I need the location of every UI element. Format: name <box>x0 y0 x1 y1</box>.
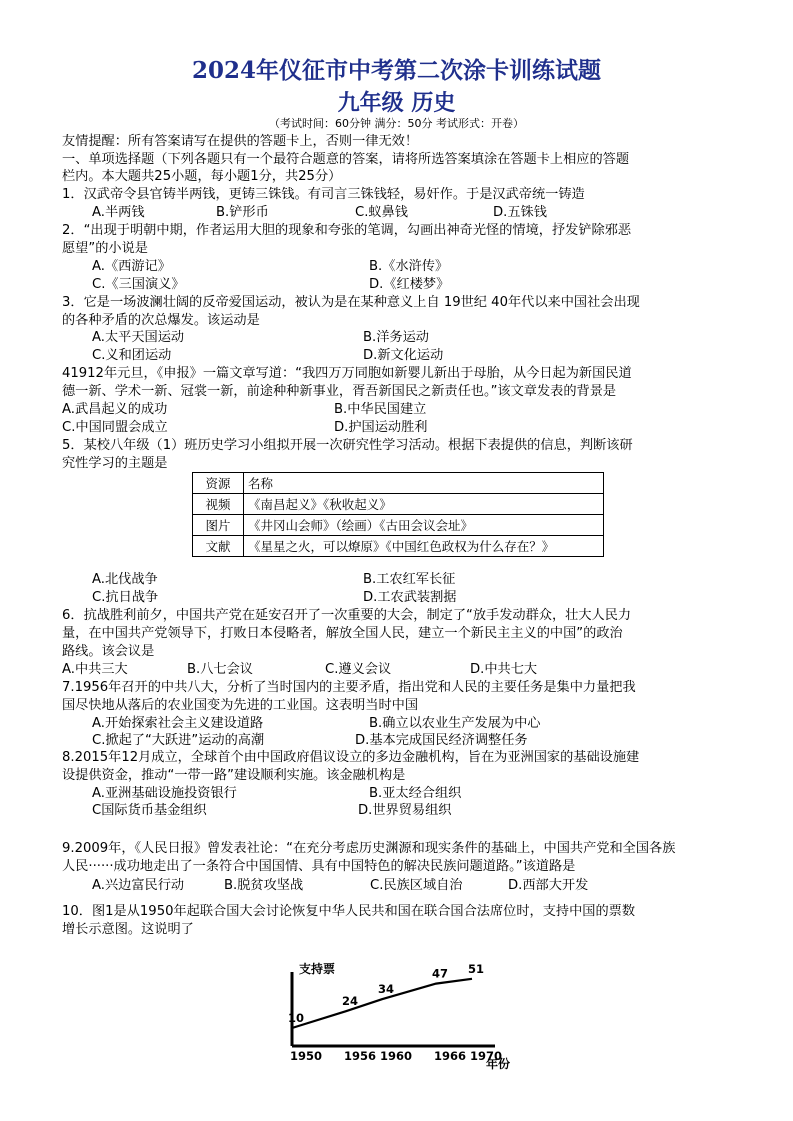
q2-option-a: A.《西游记》 <box>92 259 171 274</box>
q6-stem-line3: 路线。该会议是 <box>62 644 155 659</box>
section-heading-line2: 栏内。本大题共25小题，每小题1分，共25分） <box>62 169 342 184</box>
table-cell: 图片 <box>193 515 244 536</box>
y-axis-label: 支持票 <box>299 962 336 976</box>
resource-table <box>192 472 604 557</box>
q6-option-a: A.中共三大 <box>62 662 128 677</box>
data-label: 34 <box>378 982 395 997</box>
x-tick-label: 1950 <box>290 1049 323 1063</box>
q3-option-d: D.新文化运动 <box>363 348 444 363</box>
q4-stem-line2: 德一新、学术一新、冠裳一新，前途种种新事业，胥吾新国民之新责任也。”该文章发表的背景是 <box>62 384 617 399</box>
q2-option-b: B.《水浒传》 <box>369 259 449 274</box>
exam-subtitle: 九年级 历史 <box>337 90 456 116</box>
q9-option-c: C.民族区域自治 <box>370 878 463 893</box>
q2-stem-line1: 2．“出现于明朝中期，作者运用大胆的现象和夸张的笔调，勾画出神奇光怪的情境，抒发铲除邪恶 <box>62 223 632 238</box>
q9-option-d: D.西部大开发 <box>508 878 589 893</box>
table-row <box>193 473 604 494</box>
table-row <box>193 494 604 515</box>
q8-option-b: B.亚太经合组织 <box>369 786 462 801</box>
q3-option-c: C.义和团运动 <box>92 348 172 363</box>
q5-option-d: D.工农武装割据 <box>363 590 457 605</box>
q3-option-a: A.太平天国运动 <box>92 330 185 345</box>
q10-stem-line1: 10．图1是从1950年起联合国大会讨论恢复中华人民共和国在联合国合法席位时，支持中国的票数 <box>62 904 636 919</box>
q5-option-b: B.工农红军长征 <box>363 572 456 587</box>
table-cell: 文献 <box>193 536 244 557</box>
q4-option-d: D.护国运动胜利 <box>334 420 428 435</box>
q7-option-d: D.基本完成国民经济调整任务 <box>355 733 528 748</box>
table-cell: 资源 <box>193 473 244 494</box>
q1-option-c: C.蚁鼻钱 <box>355 205 408 220</box>
q2-option-c: C.《三国演义》 <box>92 277 185 292</box>
q8-option-c: C国际货币基金组织 <box>92 803 207 818</box>
table-cell: 《南昌起义》《秋收起义》 <box>244 494 604 515</box>
q9-stem-line2: 人民······成功地走出了一条符合中国国情、具有中国特色的解决民族问题道路。”该道路是 <box>62 859 576 874</box>
q6-option-c: C.遵义会议 <box>325 662 392 677</box>
data-label: 24 <box>342 994 359 1009</box>
q3-option-b: B.洋务运动 <box>363 330 429 345</box>
q4-option-c: C.中国同盟会成立 <box>62 420 168 435</box>
q9-stem-line1: 9.2009年，《人民日报》曾发表社论：“在充分考虑历史渊源和现实条件的基础上，中国共产党和全国各族 <box>62 841 676 856</box>
q7-option-b: B.确立以农业生产发展为中心 <box>369 716 541 731</box>
data-label: 51 <box>468 961 485 976</box>
q8-option-d: D.世界贸易组织 <box>358 803 452 818</box>
q5-stem-line2: 究性学习的主题是 <box>62 456 168 471</box>
q6-option-d: D.中共七大 <box>470 662 538 677</box>
q4-option-a: A.武昌起义的成功 <box>62 402 168 417</box>
q3-stem-line2: 的各种矛盾的次总爆发。该运动是 <box>62 313 260 328</box>
q1-option-b: B.铲形币 <box>216 205 269 220</box>
table-row <box>193 536 604 557</box>
table-row <box>193 515 604 536</box>
x-tick-label: 1966 <box>434 1049 467 1063</box>
x-tick-label: 1970 <box>470 1049 503 1063</box>
table-cell: 名称 <box>244 473 604 494</box>
x-axis-label: 年份 <box>486 1057 511 1071</box>
q7-stem-line1: 7.1956年召开的中共八大，分析了当时国内的主要矛盾，指出党和人民的主要任务是集中力量把我 <box>62 680 636 695</box>
table-cell: 《井冈山会师》（绘画）《古田会议会址》 <box>244 515 604 536</box>
q9-option-a: A.兴边富民行动 <box>92 878 185 893</box>
section-heading-line1: 一、单项选择题（下列各题只有一个最符合题意的答案，请将所选答案填涂在答题卡上相应的答题 <box>62 152 630 167</box>
q1-stem: 1．汉武帝令县官铸半两钱，更铸三铢钱。有司言三铢钱轻，易奸作。于是汉武帝统一铸造 <box>62 187 585 202</box>
q1-option-d: D.五铢钱 <box>493 205 547 220</box>
q8-option-a: A.亚洲基础设施投资银行 <box>92 786 237 801</box>
q8-stem-line1: 8.2015年12月成立，全球首个由中国政府倡议设立的多边金融机构，旨在为亚洲国家的基础设施建 <box>62 750 640 765</box>
notice: 友情提醒：所有答案请写在提供的答题卡上，否则一律无效！ <box>62 134 419 149</box>
q6-stem-line2: 量，在中国共产党领导下，打败日本侵略者，解放全国人民，建立一个新民主主义的中国”的政治 <box>62 626 623 641</box>
q8-stem-line2: 设提供资金，推动“一带一路”建设顺利实施。该金融机构是 <box>62 768 406 783</box>
q2-stem-line2: 愿望”的小说是 <box>62 241 148 256</box>
q4-stem-line1: 41912年元旦，《申报》一篇文章写道：“我四万万同胞如新婴儿新出于母胎，从今日起为新国民道 <box>62 366 632 381</box>
q1-option-a: A.半两钱 <box>92 205 145 220</box>
q7-option-c: C.掀起了“大跃进”运动的高潮 <box>92 733 265 748</box>
exam-title: 2024年仪征市中考第二次涂卡训练试题 <box>191 57 601 84</box>
q7-option-a: A.开始探索社会主义建设道路 <box>92 716 264 731</box>
exam-info: （考试时间：60分钟 满分：50分 考试形式：开卷） <box>269 117 524 130</box>
x-tick-label: 1956 <box>344 1049 377 1063</box>
q4-option-b: B.中华民国建立 <box>334 402 427 417</box>
q6-option-b: B.八七会议 <box>187 662 253 677</box>
q9-option-b: B.脱贫攻坚战 <box>224 878 304 893</box>
q10-stem-line2: 增长示意图。这说明了 <box>62 922 194 937</box>
data-label: 10 <box>288 1011 305 1025</box>
q7-stem-line2: 国尽快地从落后的农业国变为先进的工业国。这表明当时中国 <box>62 698 419 713</box>
q3-stem-line1: 3．它是一场波澜壮阔的反帝爱国运动，被认为是在某种意义上自 19世纪 40年代以来中国社会出现 <box>62 295 640 310</box>
data-label: 47 <box>432 966 449 981</box>
q6-stem-line1: 6．抗战胜利前夕，中国共产党在延安召开了一次重要的大会，制定了“放手发动群众，壮大人民力 <box>62 608 632 623</box>
q5-option-c: C.抗日战争 <box>92 590 159 605</box>
support-votes-chart <box>280 958 520 1078</box>
q5-option-a: A.北伐战争 <box>92 572 158 587</box>
q2-option-d: D.《红楼梦》 <box>369 277 450 292</box>
q5-stem-line1: 5．某校八年级（1）班历史学习小组拟开展一次研究性学习活动。根据下表提供的信息，判断该研 <box>62 438 633 453</box>
x-tick-label: 1960 <box>380 1049 413 1063</box>
table-cell: 视频 <box>193 494 244 515</box>
table-cell: 《星星之火，可以燎原》《中国红色政权为什么存在？》 <box>244 536 604 557</box>
